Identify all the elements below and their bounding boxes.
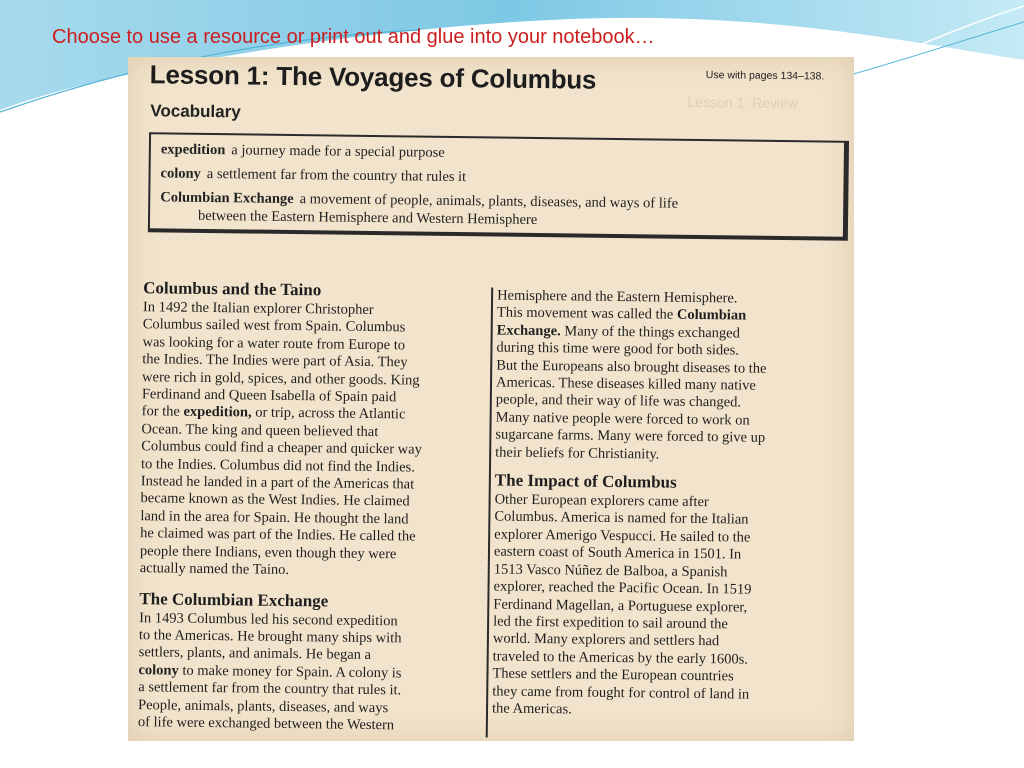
text-line: people, and their way of life was changed. — [495, 391, 742, 411]
section-heading-taino: Columbus and the Taino — [143, 278, 322, 300]
vocab-definition-continued: between the Eastern Hemisphere and Western Hemisphere — [197, 207, 538, 229]
text-line: In 1493 Columbus led his second expedition — [139, 609, 398, 629]
bleed-through-text: Lesson 1: Review — [687, 93, 799, 112]
text-line: led the first expedition to sail around the — [493, 613, 728, 633]
text-line: during this time were good for both sides. — [496, 339, 739, 359]
text-fragment: to make money for Spain. A colony is — [182, 662, 402, 682]
text-line: sugarcane farms. Many were forced to give up — [495, 426, 766, 447]
worksheet-scan — [128, 57, 854, 741]
left-column — [138, 277, 489, 736]
bold-term-exchange: Exchange. — [496, 322, 561, 340]
text-line: the Americas. — [491, 700, 572, 718]
text-line: the Indies. The Indies were part of Asia. They — [142, 351, 408, 371]
text-line: were rich in gold, spices, and other goods. King — [141, 368, 420, 389]
text-line: Ferdinand Magellan, a Portuguese explorer, — [493, 596, 748, 616]
text-line: Columbus could find a cheaper and quicker way — [141, 438, 422, 458]
text-line: 1513 Vasco Núñez de Balboa, a Spanish — [493, 561, 728, 581]
text-line: Columbus sailed west from Spain. Columbus — [142, 316, 406, 336]
pages-note: Use with pages 134–138. — [705, 69, 825, 83]
section-heading-exchange: The Columbian Exchange — [139, 588, 329, 610]
text-line: Many native people were forced to work on — [495, 409, 750, 429]
lesson-title: Lesson 1: The Voyages of Columbus — [149, 59, 597, 95]
text-line: Americas. These diseases killed many native — [495, 374, 756, 394]
text-line: of life were exchanged between the Western — [137, 714, 395, 734]
vocab-term: expedition — [160, 141, 226, 159]
section-body-exchange-continued — [495, 288, 842, 466]
text-line: Other European explorers came after — [494, 491, 709, 511]
text-fragment: Many of the things exchanged — [564, 323, 741, 342]
text-line: Ferdinand and Queen Isabella of Spain paid — [141, 386, 397, 406]
vocab-term: Columbian Exchange — [160, 189, 294, 208]
vocabulary-box — [148, 132, 849, 241]
text-line: people there Indians, even though they were — [139, 542, 397, 563]
text-line: explorer Amerigo Vespucci. He sailed to the — [494, 526, 751, 546]
text-line: world. Many explorers and settlers had — [492, 630, 720, 650]
vocabulary-heading: Vocabulary — [150, 101, 241, 122]
text-line: he claimed was part of the Indies. He called the — [140, 525, 416, 545]
text-line: explorer, reached the Pacific Ocean. In 1519 — [493, 578, 752, 598]
text-line: eastern coast of South America in 1501. In — [493, 543, 742, 563]
section-body-taino — [140, 299, 488, 582]
text-fragment: This movement was called the — [496, 304, 674, 324]
text-line: Columbus. America is named for the Italian — [494, 508, 749, 529]
text-fragment: or trip, across the Atlantic — [255, 405, 406, 423]
section-body-exchange — [138, 610, 484, 736]
text-line: a settlement far from the country that rules it. — [138, 679, 402, 699]
text-line: their beliefs for Christianity. — [495, 444, 660, 463]
bold-term-columbian: Columbian — [676, 307, 747, 324]
text-line: Hemisphere and the Eastern Hemisphere. — [497, 287, 738, 307]
text-line: These settlers and the European countries — [492, 665, 734, 685]
text-line: Ocean. The king and queen believed that — [141, 421, 379, 440]
section-body-impact — [492, 492, 840, 722]
vocab-definition: a journey made for a special purpose — [231, 142, 445, 161]
text-line: they came from fought for control of land in — [492, 683, 750, 703]
right-column — [492, 288, 842, 723]
vocab-entry-colony — [160, 164, 466, 186]
text-line: But the Europeans also brought diseases to the — [496, 357, 767, 377]
vocab-definition: a movement of people, animals, plants, diseases, and ways of life — [299, 191, 679, 212]
text-line: became known as the West Indies. He claimed — [140, 490, 410, 510]
text-line: Instead he landed in a part of the Americas that — [140, 473, 415, 493]
slide-caption: Choose to use a resource or print out and glue into your notebook… — [52, 26, 655, 48]
section-heading-impact: The Impact of Columbus — [494, 470, 677, 492]
text-line: traveled to the Americas by the early 1600s. — [492, 648, 749, 668]
vocab-term: colony — [160, 165, 201, 182]
bold-term-colony: colony — [138, 661, 179, 679]
text-line: People, animals, plants, diseases, and ways — [137, 696, 389, 716]
text-line: was looking for a water route from Europe to — [142, 334, 406, 354]
text-line: actually named the Taino. — [139, 560, 290, 579]
text-line: settlers, plants, and animals. He began a — [138, 644, 372, 664]
text-line: to the Indies. Columbus did not find the Indies. — [140, 455, 415, 476]
bold-term-expedition: expedition, — [183, 404, 252, 421]
text-line: land in the area for Spain. He thought the land — [140, 508, 409, 528]
text-fragment: for the — [141, 403, 181, 421]
text-line: In 1492 the Italian explorer Christopher — [142, 299, 374, 319]
vocab-entry-columbian-exchange — [160, 188, 678, 230]
vocab-entry-expedition — [161, 140, 445, 161]
text-line: to the Americas. He brought many ships with — [138, 627, 402, 647]
vocab-definition: a settlement far from the country that rules it — [206, 165, 467, 186]
